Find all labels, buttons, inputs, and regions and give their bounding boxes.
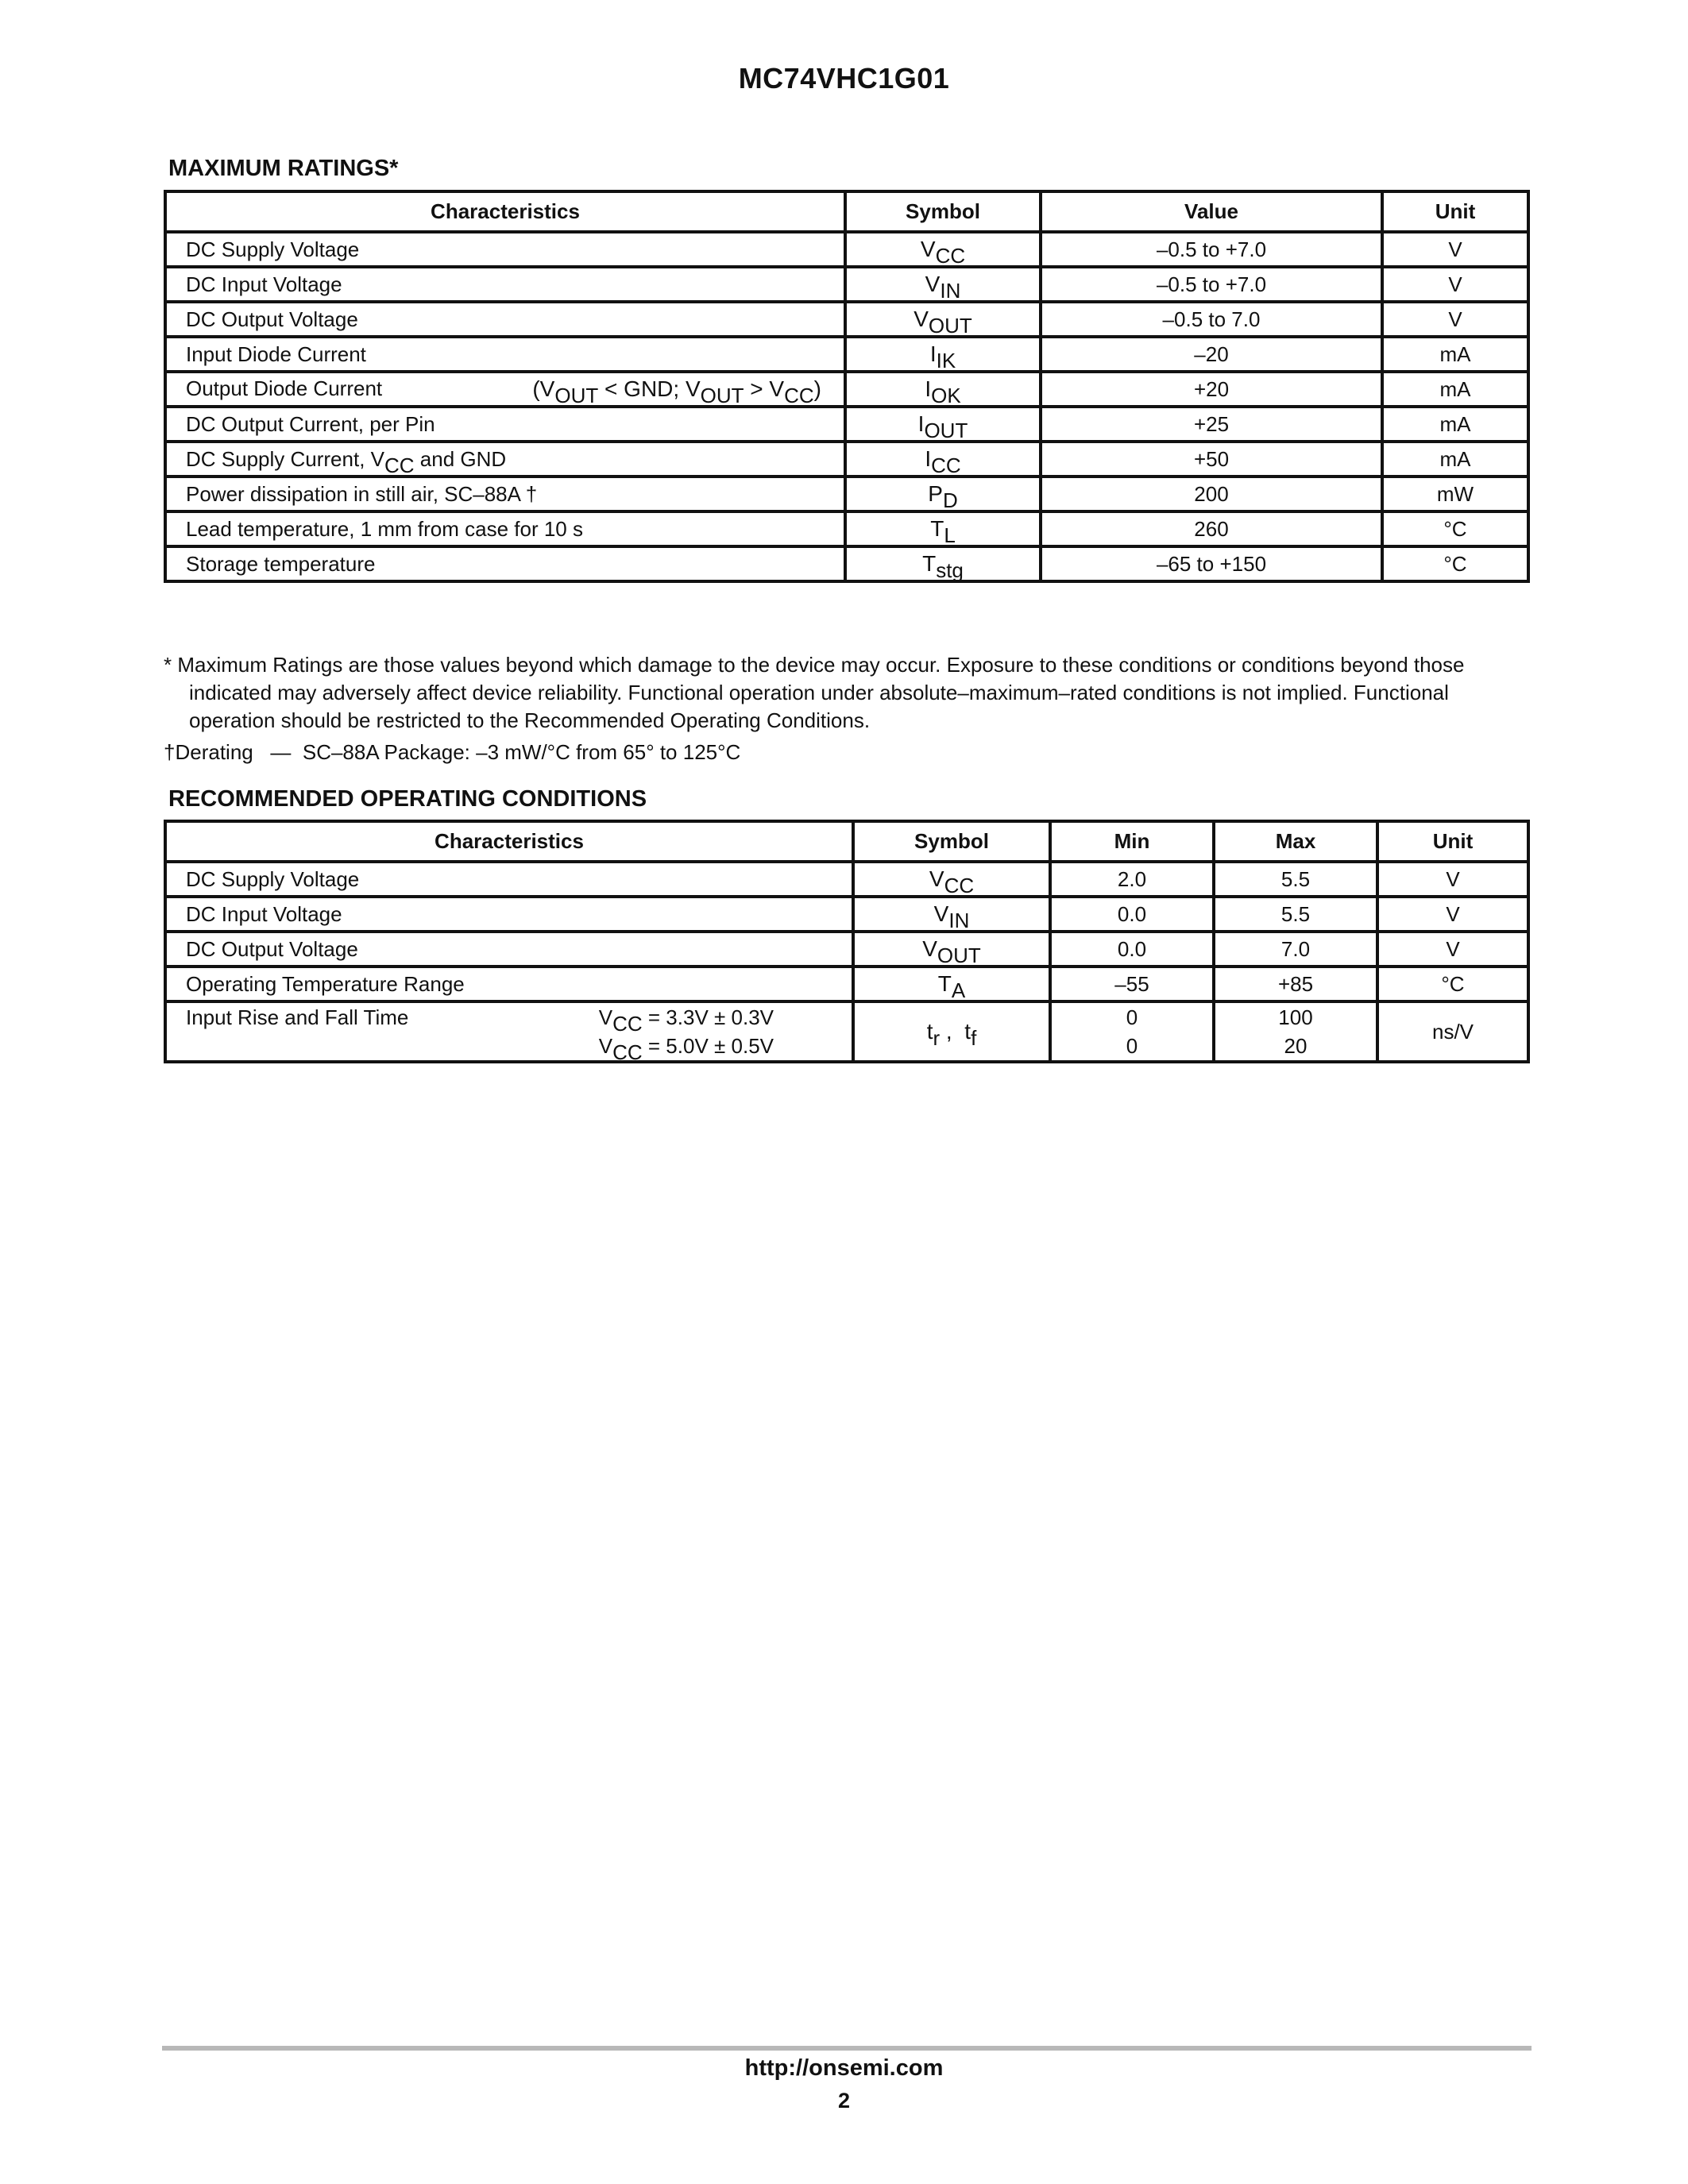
footnote-line: operation should be restricted to the Recommended Operating Conditions. [189,708,871,732]
symbol-cell: $V_{CC}$ [853,862,1050,897]
column-header: Unit [1382,191,1528,232]
page-number: 2 [837,2089,851,2113]
characteristic-cell: Input Diode Current [165,337,845,372]
symbol-cell: $I_{OK}$ [845,372,1041,407]
column-header: Max [1214,821,1377,862]
symbol-cell: $I_{CC}$ [845,442,1041,477]
characteristic-cell: Input Rise and Fall Time $V_{CC} = 3.3V \pm 0.3V$ $V_{CC} = 5.0V \pm 0.5V$ [165,1001,853,1062]
symbol-cell: $T_A$ [853,967,1050,1001]
max-cell: 5.5 [1214,897,1377,932]
unit-cell: ns/V [1377,1001,1528,1062]
max-ratings-footnote [164,651,1538,735]
table-row [165,372,1528,407]
characteristic-cell: DC Output Voltage [165,302,845,337]
characteristic-cell: Power dissipation in still air, SC–88A † [165,477,845,511]
column-header: Characteristics [165,821,853,862]
column-header: Unit [1377,821,1528,862]
table-row [165,546,1528,581]
characteristic-cell: Storage temperature [165,546,845,581]
min-cell: 0 0 [1050,1001,1214,1062]
max-cell: +85 [1214,967,1377,1001]
condition-text: ($V_{OUT}$ < GND; $V_{OUT} > V_{CC}$) [532,376,821,407]
symbol-cell: $V_{IN}$ [853,897,1050,932]
unit-cell: °C [1382,511,1528,546]
symbol-cell: $V_{IN}$ [845,267,1041,302]
unit-cell: V [1382,302,1528,337]
value-cell: +20 [1041,372,1382,407]
column-header: Min [1050,821,1214,862]
unit-cell: mA [1382,407,1528,442]
condition-text: $V_{CC} = 3.3V \pm 0.3V$ $V_{CC} = 5.0V \pm 0.5V$ [598,1005,774,1064]
max-ratings-title: MAXIMUM RATINGS* [168,156,399,181]
characteristic-cell: Output Diode Current ($V_{OUT}$ < GND; $V_{OUT} > V_{CC}$) [165,372,845,407]
table-row [165,232,1528,267]
value-cell: –20 [1041,337,1382,372]
footnote-line: indicated may adversely affect device reliability. Functional operation under absolute–maximum–rated conditions is not implied. Functional [189,681,1449,704]
table-header-row [165,191,1528,232]
characteristic-cell: DC Supply Voltage [165,862,853,897]
rec-op-title: RECOMMENDED OPERATING CONDITIONS [168,786,647,812]
table-row [165,442,1528,477]
column-header: Value [1041,191,1382,232]
unit-cell: °C [1377,967,1528,1001]
column-header: Characteristics [165,191,845,232]
unit-cell: V [1377,932,1528,967]
min-cell: 2.0 [1050,862,1214,897]
value-cell: 260 [1041,511,1382,546]
characteristic-cell: DC Output Current, per Pin [165,407,845,442]
min-cell: –55 [1050,967,1214,1001]
characteristic-cell: Operating Temperature Range [165,967,853,1001]
table-row [165,407,1528,442]
symbol-cell: $t_r$ , $t_f$ [853,1001,1050,1062]
table-header-row [165,821,1528,862]
value-cell: –65 to +150 [1041,546,1382,581]
document-title: MC74VHC1G01 [738,62,950,95]
min-cell: 0.0 [1050,932,1214,967]
footnote-line: * Maximum Ratings are those values beyond which damage to the device may occur. Exposure to these conditions or conditions beyond those [164,653,1465,677]
table-row [165,897,1528,932]
table-row [165,511,1528,546]
symbol-cell: $T_{stg}$ [845,546,1041,581]
symbol-cell: $P_D$ [845,477,1041,511]
symbol-cell: $V_{OUT}$ [853,932,1050,967]
table-row [165,967,1528,1001]
value-cell: 200 [1041,477,1382,511]
characteristic-cell: Lead temperature, 1 mm from case for 10 s [165,511,845,546]
unit-cell: V [1382,232,1528,267]
max-cell: 100 20 [1214,1001,1377,1062]
characteristic-cell: DC Output Voltage [165,932,853,967]
table-row [165,1001,1528,1062]
derating-footnote: †Derating — SC–88A Package: –3 mW/°C from 65° to 125°C [164,740,741,764]
rec-op-table [164,820,1530,1063]
unit-cell: mA [1382,337,1528,372]
unit-cell: mW [1382,477,1528,511]
unit-cell: mA [1382,442,1528,477]
characteristic-cell: DC Input Voltage [165,267,845,302]
max-ratings-table [164,190,1530,583]
symbol-cell: $V_{CC}$ [845,232,1041,267]
column-header: Symbol [853,821,1050,862]
table-row [165,337,1528,372]
table-row [165,302,1528,337]
characteristic-cell: DC Supply Current, $V_{CC}$ and GND [165,442,845,477]
table-row [165,477,1528,511]
value-cell: –0.5 to 7.0 [1041,302,1382,337]
unit-cell: V [1377,897,1528,932]
min-cell: 0.0 [1050,897,1214,932]
symbol-cell: $T_L$ [845,511,1041,546]
footer-link[interactable]: http://onsemi.com [744,2055,944,2081]
characteristic-cell: DC Supply Voltage [165,232,845,267]
symbol-cell: $I_{OUT}$ [845,407,1041,442]
unit-cell: °C [1382,546,1528,581]
max-cell: 7.0 [1214,932,1377,967]
value-cell: +25 [1041,407,1382,442]
table-row [165,932,1528,967]
value-cell: –0.5 to +7.0 [1041,232,1382,267]
symbol-cell: $I_{IK}$ [845,337,1041,372]
max-cell: 5.5 [1214,862,1377,897]
unit-cell: V [1382,267,1528,302]
table-row [165,862,1528,897]
characteristic-cell: DC Input Voltage [165,897,853,932]
unit-cell: V [1377,862,1528,897]
column-header: Symbol [845,191,1041,232]
unit-cell: mA [1382,372,1528,407]
symbol-cell: $V_{OUT}$ [845,302,1041,337]
footer-divider [162,2046,1532,2051]
value-cell: –0.5 to +7.0 [1041,267,1382,302]
table-row [165,267,1528,302]
value-cell: +50 [1041,442,1382,477]
